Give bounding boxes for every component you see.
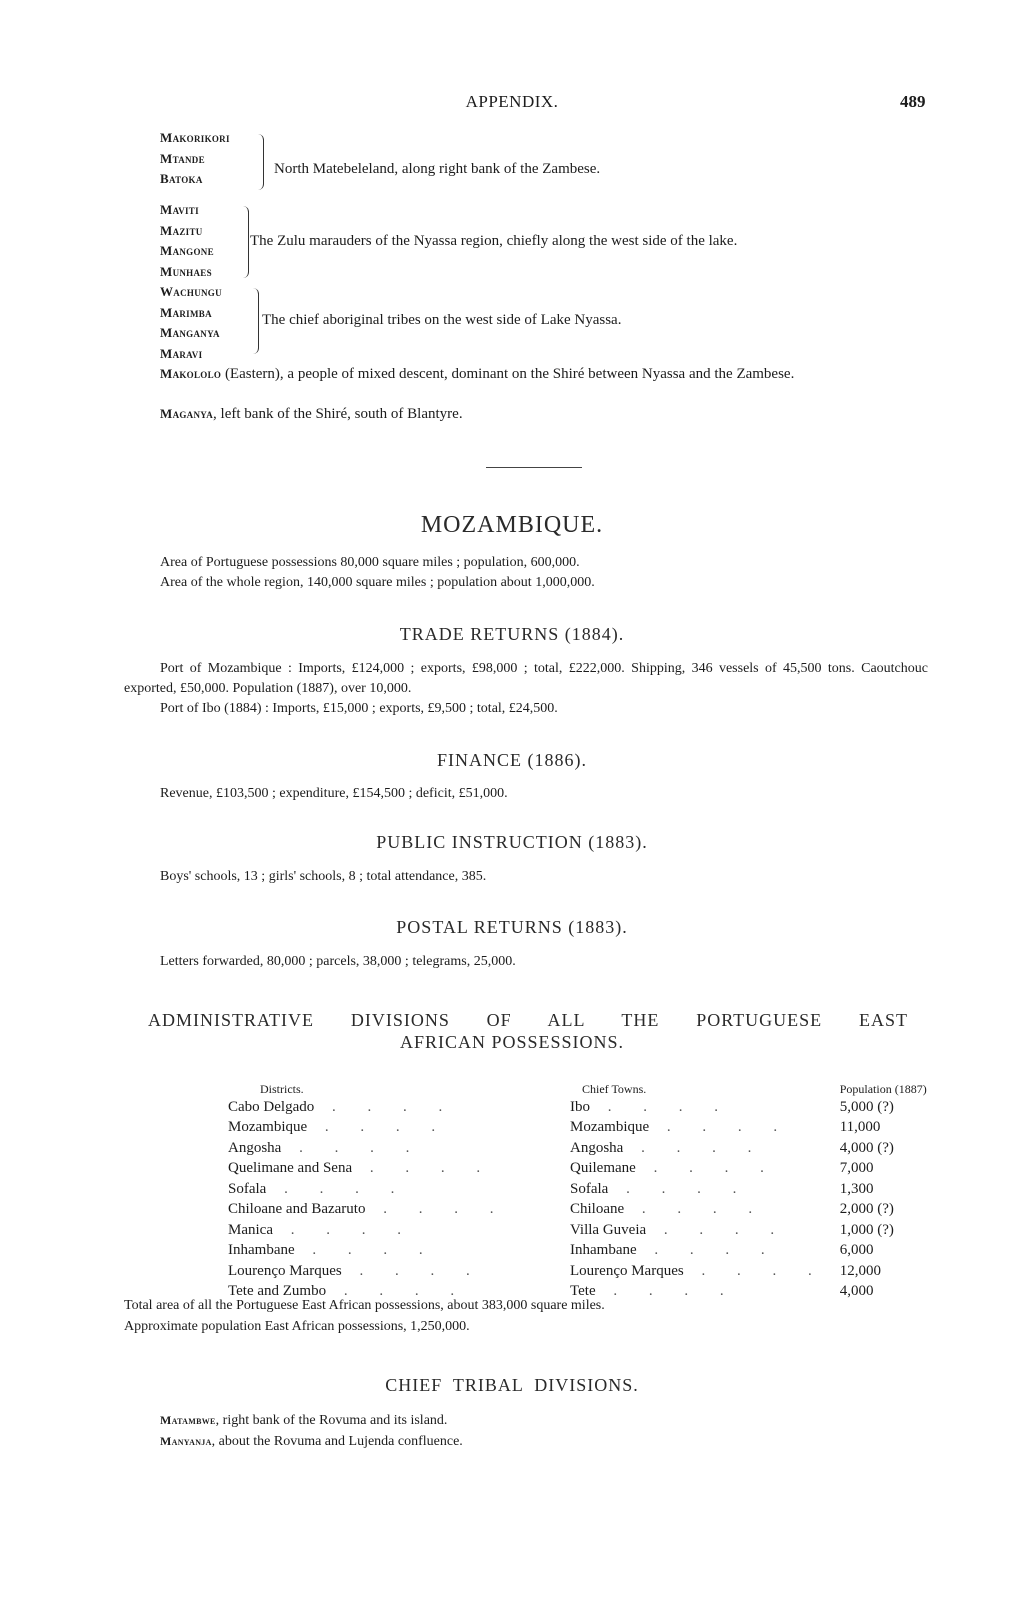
tribe-entry-text: (Eastern), a people of mixed descent, dominant on the Shiré between Nyassa and the Zambese. <box>221 366 795 382</box>
table-row <box>228 1241 970 1262</box>
town-value: Ibo <box>570 1098 590 1115</box>
leader-dots: . . . . <box>272 1221 415 1238</box>
leader-dots: . . . . <box>307 1119 450 1136</box>
district-value: Manica <box>228 1221 273 1238</box>
district-value: Sofala <box>228 1180 267 1197</box>
leader-dots: . . . . <box>608 1180 751 1197</box>
population-value: 5,000 (?) <box>839 1098 894 1115</box>
administrative-divisions-table <box>228 1082 970 1302</box>
table-row <box>228 1097 970 1118</box>
cell-district <box>228 1220 570 1241</box>
section-title-administrative-divisions: ADMINISTRATIVE DIVISIONS OF ALL THE PORTUGUESE EAST <box>148 1010 908 1030</box>
town-value: Sofala <box>570 1180 609 1197</box>
tribal-division-text: , about the Rovuma and Lujenda confluence. <box>211 1434 463 1449</box>
district-value: Inhambane <box>228 1242 295 1259</box>
town-value: Tete <box>570 1283 596 1300</box>
tribe-name: Maviti <box>160 202 199 217</box>
district-value: Quelimane and Sena <box>228 1160 353 1177</box>
population-value: 4,000 <box>839 1283 874 1300</box>
tribe-name: Munhaes <box>160 263 212 279</box>
town-value: Angosha <box>570 1139 624 1156</box>
leader-dots: . . . . <box>365 1201 508 1218</box>
tribe-name: Makorikori <box>160 130 230 145</box>
population-value: 1,000 (?) <box>839 1221 894 1238</box>
table-row <box>228 1200 970 1221</box>
section-title-postal-returns: POSTAL RETURNS (1883). <box>396 917 628 937</box>
district-value: Cabo Delgado <box>228 1098 315 1115</box>
leader-dots: . . . . <box>595 1283 738 1300</box>
cell-district <box>228 1138 570 1159</box>
section-title-finance: FINANCE (1886). <box>437 750 587 770</box>
population-value: 6,000 <box>839 1242 874 1259</box>
tribe-entry <box>160 404 920 424</box>
leader-dots: . . . . <box>624 1201 767 1218</box>
leader-dots: . . . . <box>326 1283 469 1300</box>
section-title-chief-tribal-divisions: CHIEF TRIBAL DIVISIONS. <box>385 1375 639 1395</box>
table-row <box>228 1138 970 1159</box>
running-head: APPENDIX. <box>465 92 559 111</box>
district-value: Lourenço Marques <box>228 1262 342 1279</box>
population-value: 11,000 <box>839 1119 881 1136</box>
tribe-name: Makololo <box>160 366 222 381</box>
town-value: Inhambane <box>570 1242 637 1259</box>
population-value: 2,000 (?) <box>839 1201 894 1218</box>
tribe-name: Mtande <box>160 150 205 166</box>
cell-town <box>570 1097 826 1118</box>
leader-dots: . . . . <box>294 1242 437 1259</box>
cell-district <box>228 1200 570 1221</box>
brace <box>253 288 259 354</box>
tribe-name: Mazitu <box>160 222 203 238</box>
cell-town <box>570 1179 826 1200</box>
cell-population <box>826 1138 970 1159</box>
tribal-division-entry <box>160 1431 463 1452</box>
table-header-row <box>228 1082 970 1097</box>
cell-town <box>570 1138 826 1159</box>
tribe-entry-text: , left bank of the Shiré, south of Blantyre. <box>213 406 463 422</box>
table-row <box>228 1118 970 1139</box>
section-divider <box>486 467 582 468</box>
town-value: Quilemane <box>570 1160 636 1177</box>
table-row <box>228 1261 970 1282</box>
column-header-chief-towns: Chief Towns. <box>582 1082 647 1096</box>
tribe-group-description: The Zulu marauders of the Nyassa region, chiefly along the west side of the lake. <box>250 233 738 249</box>
cell-district <box>228 1097 570 1118</box>
leader-dots: . . . . <box>352 1160 495 1177</box>
finance-text: Revenue, £103,500 ; expenditure, £154,500 ; deficit, £51,000. <box>160 786 508 801</box>
cell-population <box>826 1261 970 1282</box>
tribe-group-2 <box>160 200 214 282</box>
table-row <box>228 1179 970 1200</box>
district-value: Angosha <box>228 1139 282 1156</box>
cell-population <box>826 1118 970 1139</box>
tribe-group-description: The chief aboriginal tribes on the west side of Lake Nyassa. <box>262 312 622 328</box>
table-row <box>228 1159 970 1180</box>
tribe-name: Batoka <box>160 171 203 186</box>
tribe-name: Wachungu <box>160 284 222 299</box>
cell-district <box>228 1159 570 1180</box>
leader-dots: . . . . <box>636 1242 779 1259</box>
town-value: Lourenço Marques <box>570 1262 684 1279</box>
page-number: 489 <box>900 92 926 111</box>
district-value: Chiloane and Bazaruto <box>228 1201 366 1218</box>
table-row <box>228 1220 970 1241</box>
leader-dots: . . . . <box>590 1098 732 1115</box>
section-title-public-instruction: PUBLIC INSTRUCTION (1883). <box>376 832 648 852</box>
cell-town <box>570 1220 826 1241</box>
cell-town <box>570 1261 826 1282</box>
tribe-name: Manganya <box>160 325 220 340</box>
trade-returns-ibo: Port of Ibo (1884) : Imports, £15,000 ; exports, £9,500 ; total, £24,500. <box>160 701 558 716</box>
population-value: 1,300 <box>839 1180 874 1197</box>
leader-dots: . . . . <box>623 1139 766 1156</box>
cell-population <box>826 1282 970 1303</box>
leader-dots: . . . . <box>635 1160 778 1177</box>
mozambique-area-line: Area of Portuguese possessions 80,000 square miles ; population, 600,000. <box>160 555 580 570</box>
cell-population <box>826 1179 970 1200</box>
cell-town <box>570 1200 826 1221</box>
leader-dots: . . . . <box>649 1119 792 1136</box>
total-area-text: Total area of all the Portuguese East African possessions, about 383,000 square miles. <box>124 1298 605 1313</box>
tribe-group-description: North Matebeleland, along right bank of the Zambese. <box>274 161 601 177</box>
leader-dots: . . . . <box>281 1139 424 1156</box>
trade-returns-mozambique: Port of Mozambique : Imports, £124,000 ; exports, £98,000 ; total, £222,000. Shipping, 346 vessels of 45,500 tons. Caoutchouc exported, £50,000. Population (1887), over 10,000. <box>124 661 928 696</box>
section-title-trade-returns: TRADE RETURNS (1884). <box>399 624 625 644</box>
cell-district <box>228 1118 570 1139</box>
tribal-division-entry <box>160 1410 447 1431</box>
district-value: Tete and Zumbo <box>228 1283 327 1300</box>
tribe-name: Maravi <box>160 345 203 361</box>
column-header-districts: Districts. <box>260 1082 304 1096</box>
population-value: 7,000 <box>839 1160 874 1177</box>
leader-dots: . . . . <box>683 1262 826 1279</box>
leader-dots: . . . . <box>314 1098 457 1115</box>
cell-town <box>570 1282 826 1303</box>
tribe-entry <box>124 364 924 384</box>
total-population-text: Approximate population East African possessions, 1,250,000. <box>124 1319 470 1334</box>
column-header-population: Population (1887) <box>839 1082 927 1096</box>
town-value: Mozambique <box>570 1119 650 1136</box>
cell-population <box>826 1097 970 1118</box>
cell-population <box>826 1200 970 1221</box>
postal-returns-text: Letters forwarded, 80,000 ; parcels, 38,000 ; telegrams, 25,000. <box>160 954 516 969</box>
town-value: Chiloane <box>570 1201 625 1218</box>
tribe-name: Mangone <box>160 243 214 258</box>
cell-town <box>570 1118 826 1139</box>
brace <box>258 134 264 190</box>
tribe-name: Manyanja <box>160 1434 212 1448</box>
cell-district <box>228 1261 570 1282</box>
population-value: 12,000 <box>839 1262 881 1279</box>
leader-dots: . . . . <box>646 1221 789 1238</box>
public-instruction-text: Boys' schools, 13 ; girls' schools, 8 ; total attendance, 385. <box>160 869 487 884</box>
cell-population <box>826 1241 970 1262</box>
population-value: 4,000 (?) <box>839 1139 894 1156</box>
brace <box>243 206 249 278</box>
tribe-group-1 <box>160 128 230 190</box>
tribe-name: Marimba <box>160 304 212 320</box>
mozambique-region-line: Area of the whole region, 140,000 square miles ; population about 1,000,000. <box>160 575 595 590</box>
cell-population <box>826 1159 970 1180</box>
district-value: Mozambique <box>228 1119 308 1136</box>
cell-district <box>228 1179 570 1200</box>
cell-population <box>826 1220 970 1241</box>
cell-district <box>228 1241 570 1262</box>
cell-town <box>570 1159 826 1180</box>
tribal-division-text: , right bank of the Rovuma and its island. <box>215 1413 448 1428</box>
town-value: Villa Guveia <box>570 1221 647 1238</box>
leader-dots: . . . . <box>266 1180 409 1197</box>
cell-town <box>570 1241 826 1262</box>
tribe-group-3 <box>160 282 222 364</box>
section-title-administrative-divisions-cont: AFRICAN POSSESSIONS. <box>399 1032 625 1052</box>
tribe-name: Matambwe <box>160 1413 216 1427</box>
tribe-name: Maganya <box>160 406 214 421</box>
leader-dots: . . . . <box>341 1262 484 1279</box>
section-title-mozambique: MOZAMBIQUE. <box>420 512 604 538</box>
